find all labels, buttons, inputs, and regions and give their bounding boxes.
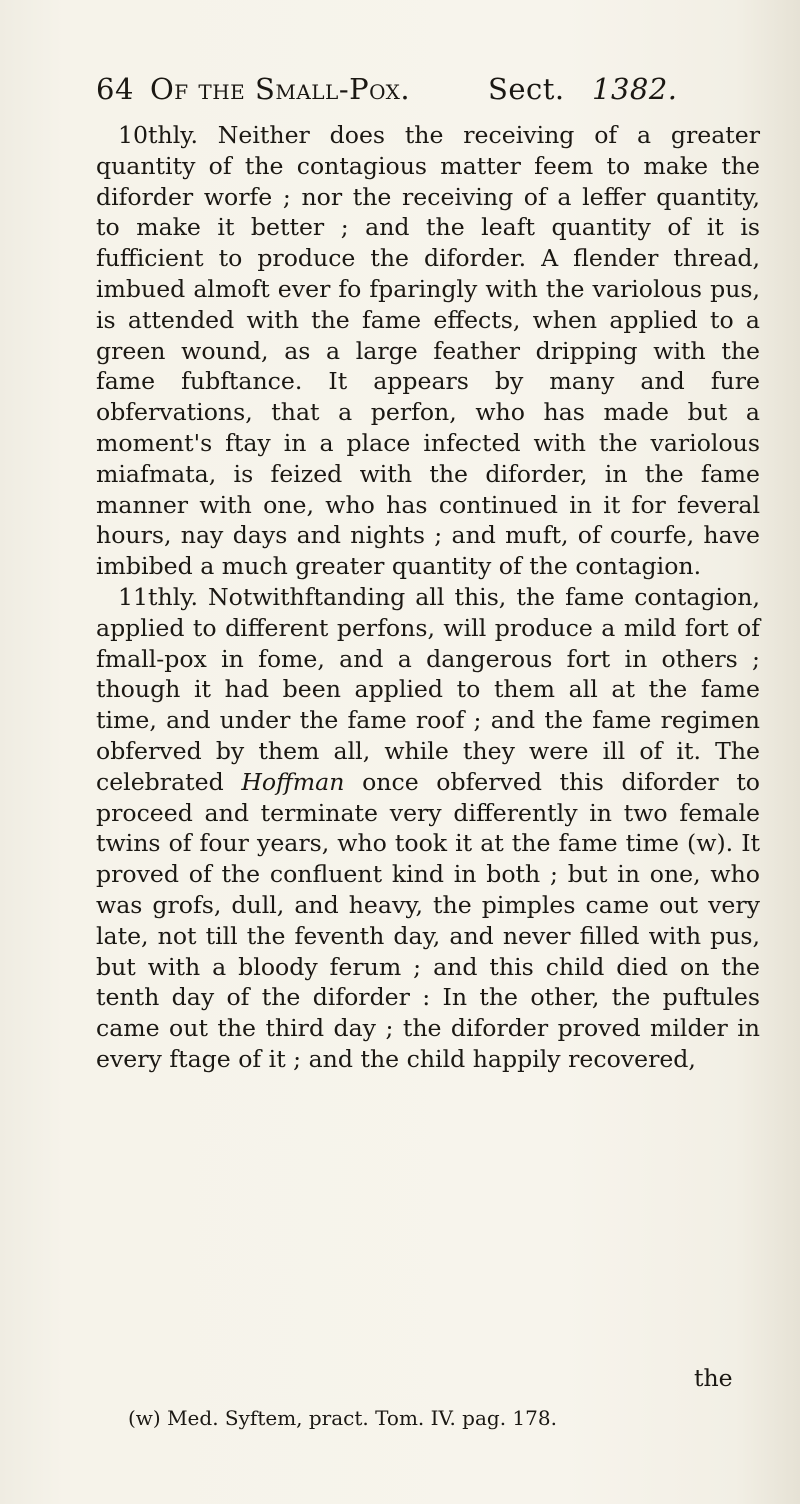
paragraph-text: 10thly. Neither does the receiving of a greater quantity of the contagious matter feem to make the diforder worfe ; nor the receiving of a leffer quantity, to make it better ; and the leaft quantity of it is fufficient to produce the diforder. A flender thread, imbued almoft ever fo fparingly with the variolous pus, is attended with the fame effects, when applied to a green wound, as a large feather dripping with the fame fubftance. It appears by many and fure obfervations, that a perfon, who has made but a moment's ftay in a place infected with the variolous miafmata, is feized with the diforder, in the fame manner with one, who has continued in it for feveral hours, nay days and nights ; and muft, of courfe, have imbibed a much greater quantity of the contagion. xyxy=(96,121,760,581)
paragraph-eleventhly xyxy=(96,582,760,1075)
running-title: Of the Small-Pox. xyxy=(150,72,411,106)
page-number: 64 xyxy=(96,72,134,106)
catchword: the xyxy=(694,1364,733,1392)
paragraph-tenthly xyxy=(96,120,760,582)
section-number: 1382. xyxy=(592,72,678,106)
footnote: (w) Med. Syftem, pract. Tom. IV. pag. 178. xyxy=(128,1406,557,1430)
section-label: Sect. xyxy=(488,72,565,106)
paragraph-text: 11thly. Notwithftanding all this, the fame contagion, applied to different perfons, will produce a mild fort of fmall-pox in fome, and a dangerous fort in others ; though it had been applied to them all at the fame time, and under the fame roof ; and the fame regimen obferved by them all, while they were ill of it. The celebrated xyxy=(96,582,760,796)
author-name: Hoffman xyxy=(241,767,345,796)
body-text xyxy=(96,120,760,1075)
paragraph-text: once obferved this diforder to proceed and terminate very differently in two female twins of four years, who took it at the fame time (w). It proved of the confluent kind in both ; but in one, who was grofs, dull, and heavy, the pimples came out very late, not till the feventh day, and never filled with pus, but with a bloody ferum ; and this child died on the tenth day of the diforder : In the other, the puftules came out the third day ; the diforder proved milder in every ftage of it ; and the child happily recovered, xyxy=(96,767,761,1073)
